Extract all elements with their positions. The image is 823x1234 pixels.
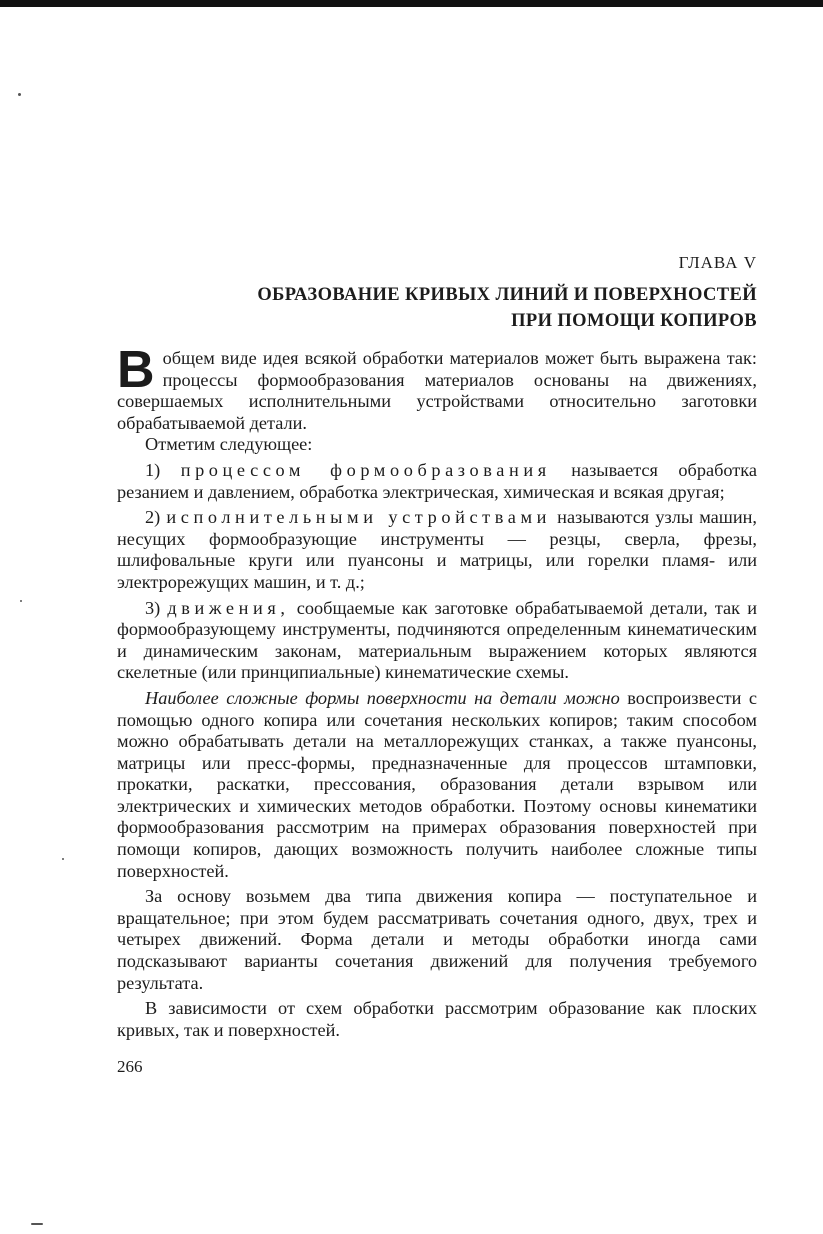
scan-speck	[31, 1223, 43, 1225]
drop-cap-letter: В	[117, 341, 155, 399]
complex-forms-paragraph	[117, 688, 757, 882]
book-page	[117, 252, 757, 1077]
list-item-text: называется обработка резанием и давлением, обработка электрическая, химическая и всякая другая;	[117, 459, 757, 502]
list-item-number: 3)	[145, 597, 161, 618]
scan-top-edge	[0, 0, 823, 7]
page-number: 266	[117, 1057, 143, 1077]
list-item-number: 2)	[145, 507, 161, 528]
scan-speck	[20, 600, 22, 602]
chapter-heading: ГЛАВА V	[678, 253, 757, 272]
italic-lead: Наиболее сложные формы поверхности на детали можно	[145, 687, 620, 708]
list-item-number: 1)	[145, 459, 161, 480]
motion-types-paragraph: За основу возьмем два типа движения копира — поступательное и вращательное; при этом будем рассматривать сочетания одного, двух, трех и четырех движений. Форма детали и методы обработки иногда сами подсказывают варианты сочетания движений для получения требуемого результата.	[117, 886, 757, 993]
scan-speck	[18, 93, 21, 96]
list-intro: Отметим следующее:	[145, 434, 313, 455]
list-item-term: процессом формообразования	[180, 459, 551, 480]
chapter-title	[117, 282, 757, 334]
intro-paragraph	[117, 341, 757, 434]
final-paragraph: В зависимости от схем обработки рассмотрим образование как плоских кривых, так и поверхностей.	[117, 998, 757, 1040]
list-item-3	[117, 598, 757, 684]
chapter-title-line-1: ОБРАЗОВАНИЕ КРИВЫХ ЛИНИЙ И ПОВЕРХНОСТЕЙ	[257, 285, 757, 305]
intro-text: общем виде идея всякой обработки материалов может быть выражена так: процессы формообразования материалов основаны на движениях, совершаемых исполнительными устройствами относительно заготовки обрабатываемой детали.	[117, 348, 757, 433]
body-text	[117, 341, 757, 1041]
list-item-1	[117, 460, 757, 503]
list-item-text: сообщаемые как заготовке обрабатываемой детали, так и формообразующему инструменты, подчиняются определенным кинематическим и динамическим законам, материальным выражением которых являются скелетные (или принципиальные) кинематические схемы.	[117, 597, 757, 683]
chapter-title-line-2: ПРИ ПОМОЩИ КОПИРОВ	[511, 311, 757, 331]
list-item-2	[117, 507, 757, 593]
list-item-term: исполнительными устройствами	[166, 507, 552, 528]
list-item-term: движения,	[167, 597, 290, 618]
paragraph-text: воспроизвести с помощью одного копира или сочетания нескольких копиров; таким способом можно обрабатывать детали на металлорежущих станках, а также пуансоны, матрицы или пресс-формы, предназначенные для процессов штамповки, прокатки, раскатки, прессования, образования детали взрывом или электрических и химических методов обработки. Поэтому основы кинематики формообразования рассмотрим на примерах образования поверхностей при помощи копиров, дающих возможность получить наиболее сложные типы поверхностей.	[117, 687, 757, 881]
list-item-text: называются узлы машин, несущих формообразующие инструменты — резцы, сверла, фрезы, шлифовальные круги или пуансоны и матрицы, или горелки пламя- или электрорежущих машин, и т. д.;	[117, 507, 757, 592]
scan-speck	[62, 858, 64, 860]
